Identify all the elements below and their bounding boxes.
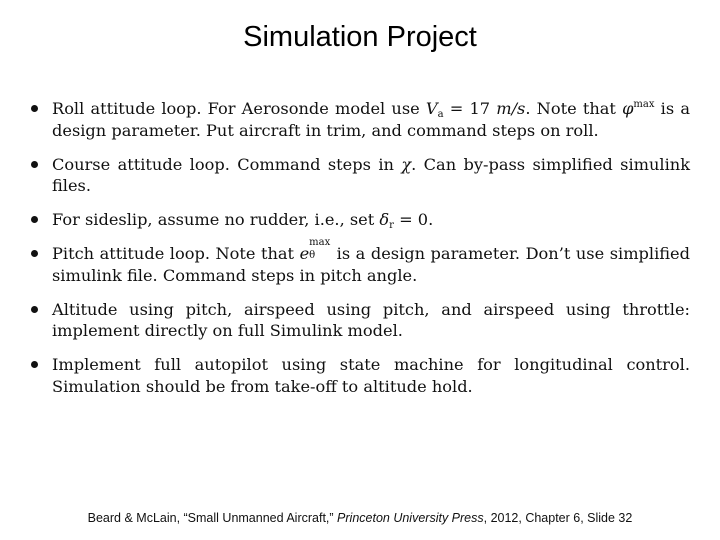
slide-footer — [0, 511, 720, 525]
bullet-text: Pitch attitude loop. Note that — [52, 244, 300, 263]
bullet-list — [28, 98, 690, 410]
bullet-text: is a design parameter. Put aircraft in trim, and command steps on roll. — [52, 99, 690, 140]
math-var-v — [426, 99, 444, 118]
bullet-text: . Note that — [525, 99, 623, 118]
footer-year: , 2012, — [483, 511, 526, 525]
slide-title: Simulation Project — [243, 21, 477, 53]
math-e-theta-max — [299, 237, 332, 263]
bullet-dot-icon — [31, 306, 38, 313]
math-delta-r — [379, 210, 394, 229]
math-phi-max — [622, 99, 654, 118]
bullet-text: = 0. — [393, 210, 434, 229]
bullet-dot-icon — [31, 161, 38, 168]
bullet-text: is a design parameter. Don’t use simplified simulink file. Command steps in pitch angle. — [52, 244, 690, 285]
footer-authors: Beard & McLain, “Small Unmanned Aircraft,” — [87, 511, 338, 525]
math-superscript: max — [633, 99, 655, 110]
bullet-text: . Can by-pass simplified simulink files. — [52, 154, 691, 195]
bullet-dot-icon — [31, 361, 38, 368]
bullet-text: Altitude using pitch, airspeed using pitch, and airspeed using throttle: implement directly on full Simulink model. — [52, 299, 690, 340]
math-unit: m/s — [496, 99, 526, 118]
bullet-pitch-attitude-loop — [28, 237, 690, 286]
math-symbol: φ — [622, 99, 634, 118]
bullet-dot-icon — [31, 250, 38, 257]
math-chi: χ — [401, 154, 412, 174]
math-symbol: δ — [379, 210, 390, 229]
math-script-stack: max θ — [309, 237, 331, 261]
bullet-sideslip — [28, 209, 690, 231]
bullet-text: Roll attitude loop. For Aerosonde model use — [52, 99, 426, 118]
math-subscript: r — [389, 220, 394, 231]
bullet-text: Course attitude loop. Command steps in — [52, 154, 402, 174]
math-subscript: a — [437, 109, 444, 120]
bullet-course-attitude-loop — [28, 154, 690, 197]
bullet-dot-icon — [31, 105, 38, 112]
bullet-text: For sideslip, assume no rudder, i.e., set — [52, 210, 380, 229]
bullet-roll-attitude-loop — [28, 98, 690, 141]
bullet-text: Implement full autopilot using state machine for longitudinal control. Simulation should be from take-off to altitude hold. — [52, 355, 690, 396]
math-symbol: e — [299, 244, 310, 263]
bullet-full-autopilot — [28, 354, 690, 397]
footer-publisher: Princeton University Press — [337, 511, 484, 525]
bullet-altitude-airspeed — [28, 299, 690, 342]
footer-chapter: Chapter 6, Slide 32 — [525, 511, 633, 525]
math-symbol: V — [425, 99, 438, 118]
bullet-dot-icon — [31, 216, 38, 223]
bullet-text: = 17 — [443, 99, 497, 118]
